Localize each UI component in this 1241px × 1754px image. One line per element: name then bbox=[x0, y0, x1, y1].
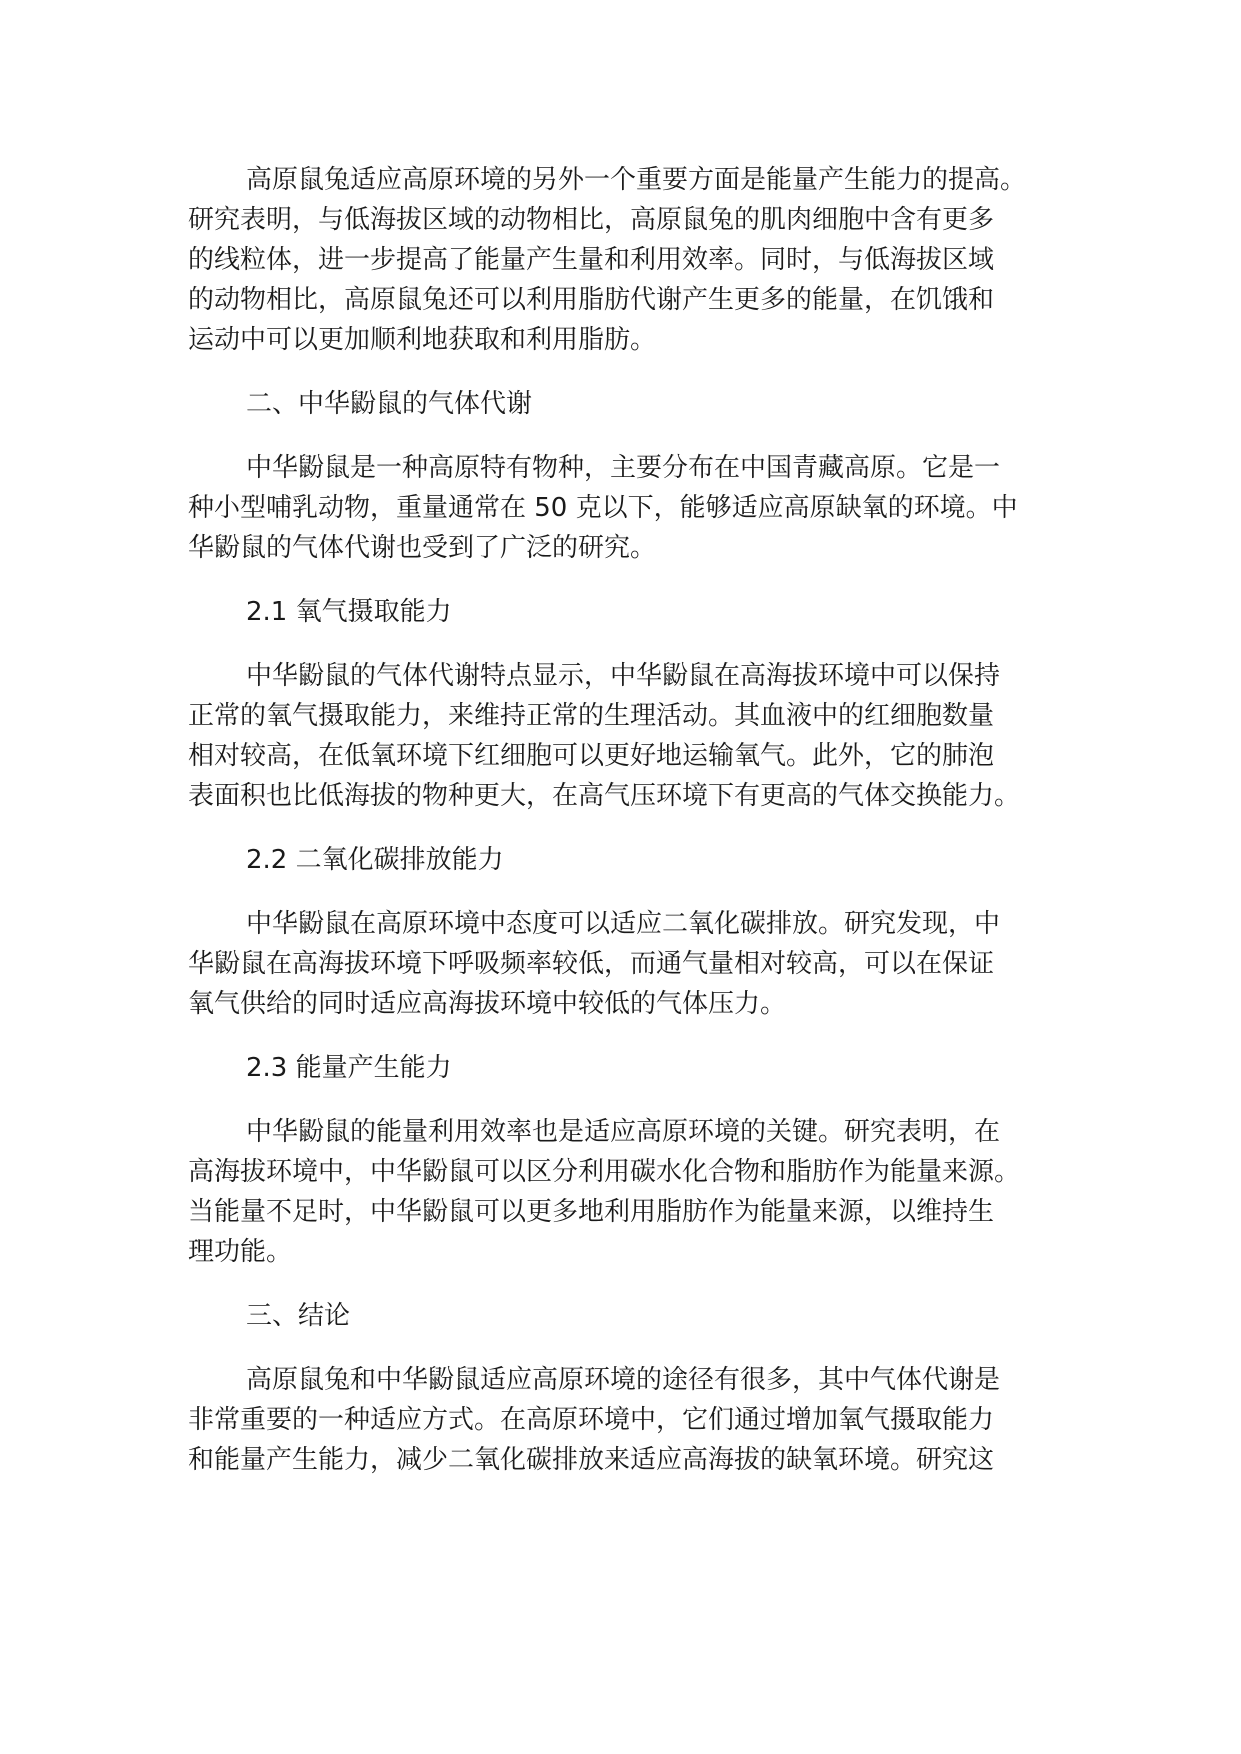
paragraph-line: 中华鼢鼠的气体代谢特点显示，中华鼢鼠在高海拔环境中可以保持 bbox=[246, 661, 1001, 691]
paragraph-line: 表面积也比低海拔的物种更大，在高气压环境下有更高的气体交换能力。 bbox=[188, 781, 1021, 811]
paragraph bbox=[188, 656, 1068, 816]
paragraph-line: 当能量不足时，中华鼢鼠可以更多地利用脂肪作为能量来源，以维持生 bbox=[188, 1197, 995, 1227]
paragraph bbox=[188, 1360, 1068, 1480]
subsection-heading bbox=[188, 840, 1068, 880]
heading-text: 2.2 二氧化碳排放能力 bbox=[246, 845, 504, 875]
paragraph-line: 华鼢鼠的气体代谢也受到了广泛的研究。 bbox=[188, 533, 657, 563]
paragraph bbox=[188, 904, 1068, 1024]
paragraph-line: 氧气供给的同时适应高海拔环境中较低的气体压力。 bbox=[188, 989, 787, 1019]
paragraph-line: 正常的氧气摄取能力，来维持正常的生理活动。其血液中的红细胞数量 bbox=[188, 701, 995, 731]
paragraph-line: 和能量产生能力，减少二氧化碳排放来适应高海拔的缺氧环境。研究这 bbox=[188, 1445, 995, 1475]
paragraph-line: 的线粒体，进一步提高了能量产生量和利用效率。同时，与低海拔区域 bbox=[188, 245, 995, 275]
heading-text: 2.3 能量产生能力 bbox=[246, 1053, 452, 1083]
subsection-heading bbox=[188, 592, 1068, 632]
document-body bbox=[188, 160, 1068, 1480]
heading-text: 二、中华鼢鼠的气体代谢 bbox=[246, 389, 533, 419]
paragraph-line: 运动中可以更加顺利地获取和利用脂肪。 bbox=[188, 325, 657, 355]
paragraph-line: 非常重要的一种适应方式。在高原环境中，它们通过增加氧气摄取能力 bbox=[188, 1405, 995, 1435]
section-heading bbox=[188, 1296, 1068, 1336]
paragraph-line: 中华鼢鼠的能量利用效率也是适应高原环境的关键。研究表明，在 bbox=[246, 1117, 1001, 1147]
paragraph-line: 研究表明，与低海拔区域的动物相比，高原鼠兔的肌肉细胞中含有更多 bbox=[188, 205, 995, 235]
paragraph-line: 高原鼠兔和中华鼢鼠适应高原环境的途径有很多，其中气体代谢是 bbox=[246, 1365, 1001, 1395]
paragraph-line: 高原鼠兔适应高原环境的另外一个重要方面是能量产生能力的提高。 bbox=[246, 165, 1027, 195]
paragraph bbox=[188, 448, 1068, 568]
paragraph-line: 中华鼢鼠是一种高原特有物种，主要分布在中国青藏高原。它是一 bbox=[246, 453, 1001, 483]
paragraph-line: 相对较高，在低氧环境下红细胞可以更好地运输氧气。此外，它的肺泡 bbox=[188, 741, 995, 771]
paragraph-line: 理功能。 bbox=[188, 1237, 293, 1267]
heading-text: 2.1 氧气摄取能力 bbox=[246, 597, 452, 627]
section-heading bbox=[188, 384, 1068, 424]
paragraph-line: 中华鼢鼠在高原环境中态度可以适应二氧化碳排放。研究发现，中 bbox=[246, 909, 1001, 939]
paragraph-line: 的动物相比，高原鼠兔还可以利用脂肪代谢产生更多的能量，在饥饿和 bbox=[188, 285, 995, 315]
paragraph-line: 高海拔环境中，中华鼢鼠可以区分利用碳水化合物和脂肪作为能量来源。 bbox=[188, 1157, 1021, 1187]
heading-text: 三、结论 bbox=[246, 1301, 351, 1331]
paragraph bbox=[188, 1112, 1068, 1272]
subsection-heading bbox=[188, 1048, 1068, 1088]
paragraph-line: 种小型哺乳动物，重量通常在 50 克以下，能够适应高原缺氧的环境。中 bbox=[188, 493, 1018, 523]
paragraph bbox=[188, 160, 1068, 360]
paragraph-line: 华鼢鼠在高海拔环境下呼吸频率较低，而通气量相对较高，可以在保证 bbox=[188, 949, 995, 979]
